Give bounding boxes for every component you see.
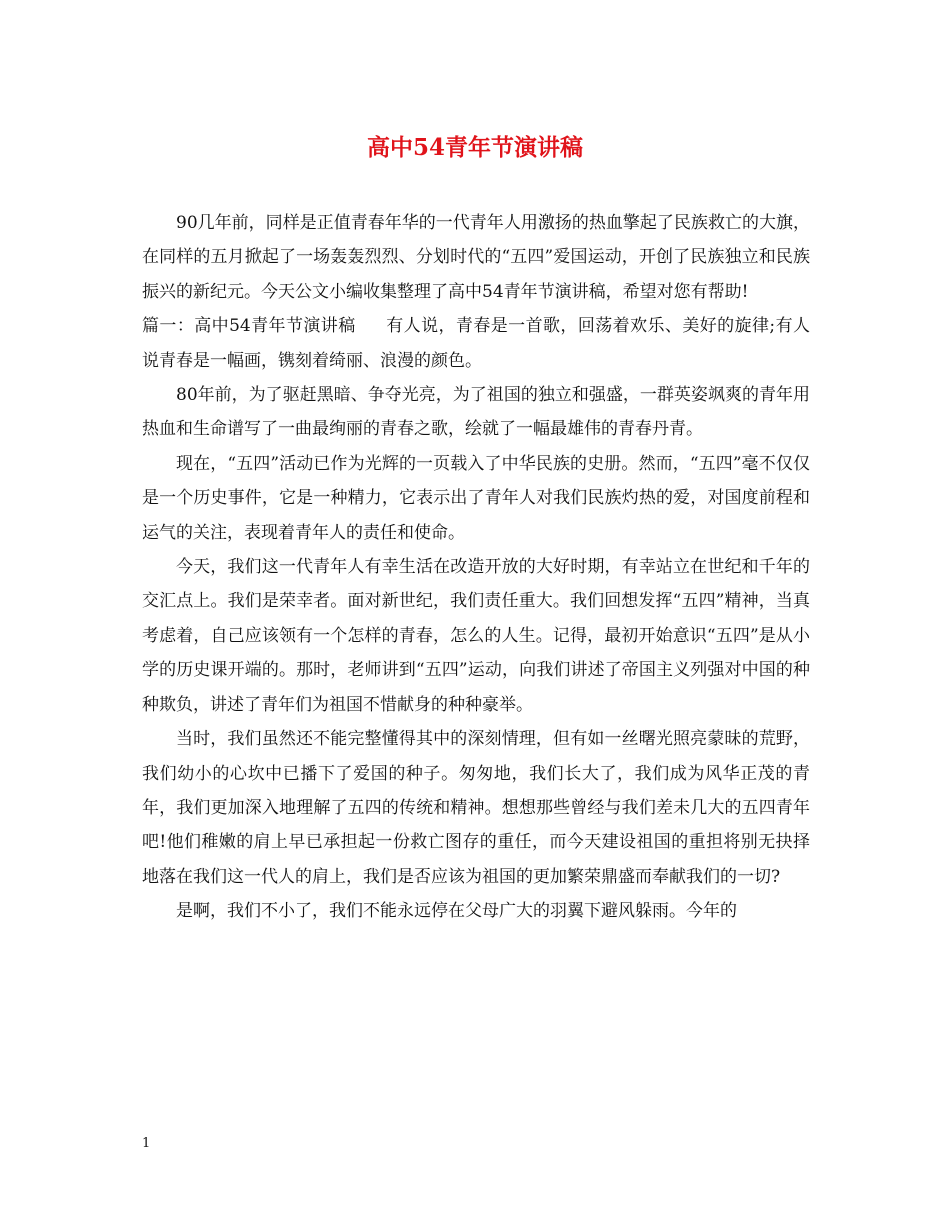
- page-number: 1: [142, 1136, 151, 1151]
- body-paragraph: 现在，“五四”活动已作为光辉的一页载入了中华民族的史册。然而，“五四”毫不仅仅是一个历史事件，它是一种精力，它表示出了青年人对我们民族灼热的爱，对国度前程和运气的关注，表现着青年人的责任和使命。: [142, 453, 810, 543]
- body-paragraph: 80年前，为了驱赶黑暗、争夺光亮，为了祖国的独立和强盛，一群英姿飒爽的青年用热血和生命谱写了一曲最绚丽的青春之歌，绘就了一幅最雄伟的青春丹青。: [142, 385, 810, 440]
- body-paragraph: 是啊，我们不小了，我们不能永远停在父母广大的羽翼下避风躲雨。今年的: [176, 901, 737, 922]
- section-one-paragraph: [142, 309, 810, 378]
- intro-paragraph: 90几年前，同样是正值青春年华的一代青年人用激扬的热血擎起了民族救亡的大旗，在同样的五月掀起了一场轰轰烈烈、分划时代的“五四”爱国运动，开创了民族独立和民族振兴的新纪元。今天公文小编收集整理了高中54青年节演讲稿，希望对您有帮助!: [142, 213, 810, 302]
- body-paragraph: 今天，我们这一代青年人有幸生活在改造开放的大好时期，有幸站立在世纪和千年的交汇点上。我们是荣幸者。面对新世纪，我们责任重大。我们回想发挥“五四”精神，当真考虑着，自己应该领有一个怎样的青春，怎么的人生。记得，最初开始意识“五四”是从小学的历史课开端的。那时，老师讲到“五四”运动，向我们讲述了帝国主义列强对中国的种种欺负，讲述了青年们为祖国不惜献身的种种豪举。: [142, 557, 810, 715]
- body-paragraph: 当时，我们虽然还不能完整懂得其中的深刻情理，但有如一丝曙光照亮蒙昧的荒野，我们幼小的心坎中已播下了爱国的种子。匆匆地，我们长大了，我们成为风华正茂的青年，我们更加深入地理解了五四的传统和精神。想想那些曾经与我们差未几大的五四青年吧!他们稚嫩的肩上早已承担起一份救亡图存的重任，而今天建设祖国的重担将别无抉择地落在我们这一代人的肩上，我们是否应该为祖国的更加繁荣鼎盛而奉献我们的一切?: [142, 729, 810, 887]
- document-title: 高中54青年节演讲稿: [366, 134, 583, 161]
- section-one-heading: 篇一：高中54青年节演讲稿: [142, 316, 356, 337]
- document-body: [142, 206, 810, 929]
- section-one-text: 有人说，青春是一首歌，回荡着欢乐、美好的旋律;有人说青春是一幅画，镌刻着绮丽、浪漫的颜色。: [142, 316, 810, 371]
